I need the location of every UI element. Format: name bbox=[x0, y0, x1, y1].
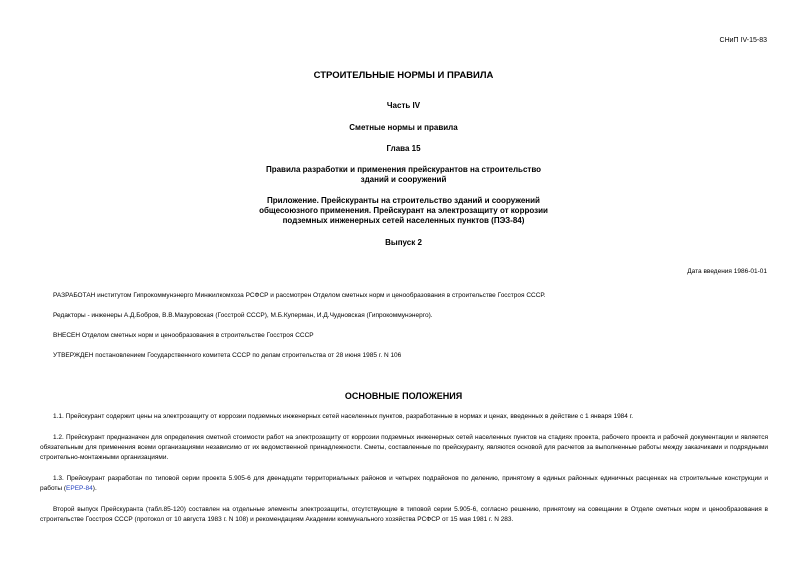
editors: Редакторы - инженеры А.Д.Бобров, В.В.Мазуровская (Госстрой СССР), М.Б.Куперман, И.Д.Чудновская (Гипрокоммунэнерго). bbox=[53, 312, 433, 319]
appendix-title bbox=[0, 196, 807, 226]
appendix-title-line: общесоюзного применения. Прейскурант на электрозащиту от коррозии bbox=[259, 206, 548, 215]
chapter-label: Глава 15 bbox=[386, 144, 421, 153]
appendix-title-line: Приложение. Прейскуранты на строительство зданий и сооружений bbox=[267, 196, 540, 205]
effective-date: Дата введения 1986-01-01 bbox=[687, 268, 767, 275]
erer-84-link[interactable]: ЕРЕР-84 bbox=[66, 485, 93, 492]
paragraph-text: ). bbox=[92, 485, 97, 492]
paragraph-text: 1.3. Прейскурант разработан по типовой серии проекта 5.905-6 для двенадцати территориальных районов и четырех подрайонов по делению, принятому в единых районных единичных расценках на строительные конструкции и работы ( bbox=[40, 475, 768, 492]
issue-label: Выпуск 2 bbox=[385, 238, 422, 247]
document-code: СНиП IV-15-83 bbox=[719, 37, 767, 44]
part-label: Часть IV bbox=[386, 101, 421, 110]
subtitle: Сметные нормы и правила bbox=[349, 123, 458, 132]
paragraph-second-issue: Второй выпуск Прейскуранта (табл.85-120) составлен на отдельные элементы электрозащиты, отсутствующие в типовой серии 5.905-6, согласно решению, принятому на совещании в Отделе сметных норм и ценообразования в строительстве Госстроя СССР (протокол от 10 августа 1983 г. N 108) и рекомендациям Академии коммунального хозяйства РСФСР от 15 мая 1981 г. N 283. bbox=[40, 506, 768, 523]
chapter-title-line: зданий и сооружений bbox=[360, 175, 447, 184]
appendix-title-line: подземных инженерных сетей населенных пунктов (ПЭЗ-84) bbox=[282, 216, 525, 225]
document-title: СТРОИТЕЛЬНЫЕ НОРМЫ И ПРАВИЛА bbox=[313, 70, 494, 81]
chapter-title bbox=[0, 165, 807, 185]
paragraph-1-3 bbox=[40, 474, 768, 494]
developed-by: РАЗРАБОТАН институтом Гипрокоммунэнерго Минжилкомхоза РСФСР и рассмотрен Отделом сметных норм и ценообразования в строительстве Госстроя СССР. bbox=[53, 292, 546, 299]
introduced-by: ВНЕСЕН Отделом сметных норм и ценообразования в строительстве Госстроя СССР bbox=[53, 332, 314, 339]
paragraph-1-2: 1.2. Прейскурант предназначен для определения сметной стоимости работ на электрозащиту от коррозии подземных инженерных сетей населенных пунктов на стадиях проекта, рабочего проекта и рабочей документации и является обязательным для применения всеми организациями независимо от их ведомственной принадлежности. Сметы, составленные по прейскуранту, являются основой для расчетов за выполненные работы между заказчиками и подрядными строительно-монтажными организациями. bbox=[40, 434, 768, 461]
paragraph-1-1: 1.1. Прейскурант содержит цены на электрозащиту от коррозии подземных инженерных сетей населенных пунктов, разработанные в нормах и ценах, введенных в действие с 1 января 1984 г. bbox=[53, 413, 634, 420]
approved-by: УТВЕРЖДЕН постановлением Государственного комитета СССР по делам строительства от 28 июня 1985 г. N 106 bbox=[53, 352, 402, 359]
section-title: ОСНОВНЫЕ ПОЛОЖЕНИЯ bbox=[344, 391, 463, 401]
chapter-title-line: Правила разработки и применения прейскурантов на строительство bbox=[265, 165, 542, 174]
